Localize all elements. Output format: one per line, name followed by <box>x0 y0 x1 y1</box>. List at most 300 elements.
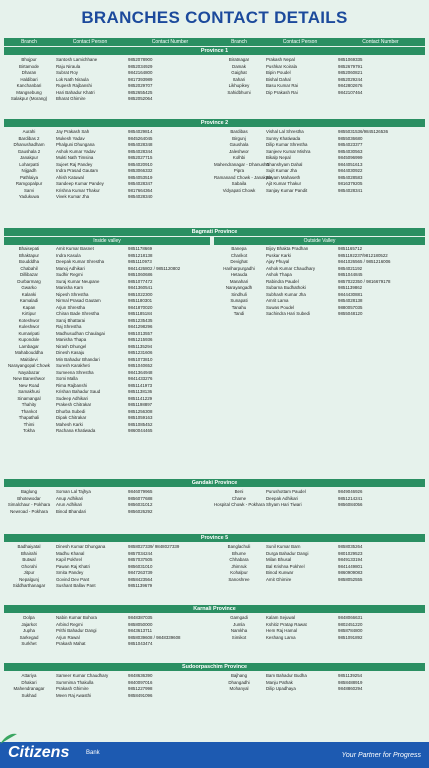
contact-person: Anup Adhikari <box>56 495 84 501</box>
contact-person: Pawan Raj Khatri <box>56 563 90 569</box>
contact-person: Arun Adhikari <box>56 502 83 507</box>
contact-person: Ajay Phuyal <box>266 259 290 264</box>
contact-number: 9854028348 <box>128 142 153 147</box>
inside-valley-header: Inside valley <box>4 237 210 245</box>
contact-person: Subhash Kumar Jha <box>266 291 306 297</box>
contact-person: Sameer Kumar Chaudhary <box>56 673 109 678</box>
table-row <box>214 577 414 584</box>
branch-name: Bardibas 2 <box>18 135 40 141</box>
brand-tagline: Your Partner for Progress <box>341 752 421 759</box>
contact-person: Arjun Rawal <box>56 634 80 640</box>
contact-number: 9851040652 <box>128 363 153 368</box>
col-contact-number: Contact Number <box>151 39 189 45</box>
table-row <box>4 641 204 648</box>
contact-person: Durga Bahadur Dangi <box>266 550 309 556</box>
table-row <box>4 96 204 103</box>
table-row <box>214 686 414 693</box>
contact-number: 9802451220 <box>338 621 363 627</box>
contact-number: 9851060686 <box>128 272 153 277</box>
contact-person: Rachana Khatiwada <box>56 428 96 433</box>
branch-name: Manahari <box>229 278 249 284</box>
sudoorpaschim-province-header: Sudoorpaschim Province <box>4 663 425 671</box>
contact-number: 9858050000 <box>128 621 153 627</box>
contact-number: 9851022300 <box>128 291 153 297</box>
contact-person: Indra Kasula <box>56 252 81 258</box>
contact-number: 9858027339/ 9848027339 <box>128 544 180 549</box>
branch-name: New Road <box>18 382 40 388</box>
contact-number: 9858488919 <box>338 679 363 685</box>
contact-person: Binod Kunwar <box>266 570 294 575</box>
branch-name: Haldibari <box>20 76 38 82</box>
col-branch: Branch <box>21 39 37 45</box>
contact-number: 9841298296 <box>128 324 153 329</box>
col-contact-person: Contact Person <box>282 39 318 45</box>
branch-name: Sanoshree <box>228 576 250 582</box>
branch-name: Narayangadh <box>225 285 253 290</box>
table-row <box>214 311 414 318</box>
contact-number: 9817393989 <box>128 76 153 82</box>
contact-number: 9849133194 <box>338 557 363 562</box>
table-row <box>214 502 414 509</box>
contact-number: 9848860294 <box>338 686 363 691</box>
contact-number: 9854020910 <box>128 161 153 167</box>
branch-name: Ramanand Chowk - Janakpur <box>214 174 273 180</box>
branch-name: Kolhbi <box>232 155 246 160</box>
contact-person: Dipak Chitrakar <box>56 415 87 420</box>
contact-number: 9801029523 <box>338 550 363 556</box>
contact-person: Dhurba Subedi <box>56 408 86 414</box>
branch-name: Yadukuwa <box>18 194 40 199</box>
contact-person: Ghanshyam Dahal <box>266 161 303 167</box>
contact-number: 9857022350 / 9816679178 <box>338 278 391 284</box>
bagmati-left-list <box>4 246 204 435</box>
contact-person: Kapil Pokhrel <box>56 557 82 562</box>
contact-person: Binod Bhandari <box>56 508 87 514</box>
contact-person: Pushkar Koirala <box>266 63 297 69</box>
branch-name: Thapathali <box>18 415 40 420</box>
sudur-left-list <box>4 673 204 699</box>
contact-number: 9855036680 <box>338 135 363 141</box>
contact-number: 9851185184 <box>128 311 153 316</box>
contact-person: Suraj Kumar Neupane <box>56 278 100 284</box>
table-row <box>4 693 204 700</box>
branch-name: Sinamangal <box>17 395 41 401</box>
contact-person: Manisha Karn <box>56 285 84 290</box>
brand-logo: Citizens <box>8 744 70 761</box>
contact-number: 9849046926 <box>338 489 363 494</box>
contact-number: 9841426802 / 9851120802 <box>128 265 181 271</box>
branch-name: Banepa <box>231 246 247 251</box>
contact-number: 9856084056 <box>338 502 363 507</box>
contact-person: Prakash Nepal <box>266 57 295 62</box>
contact-person: Arjun Shrestha <box>56 304 86 310</box>
contact-number: 9851043474 <box>128 641 153 646</box>
branch-name: Namkha <box>230 628 248 633</box>
contact-person: Deepak Kumar Shrestha <box>56 259 105 264</box>
branch-name: Pathlaiya <box>19 174 39 180</box>
contact-person: Amrit Lama <box>266 298 289 303</box>
contact-person: Prakesh Chitrakar <box>56 402 92 407</box>
table-row <box>4 194 204 201</box>
branch-name: Sarkegad <box>19 634 39 640</box>
contact-number: 9860044465 <box>128 428 153 433</box>
contact-person: Amit Ghimire <box>266 576 292 582</box>
branch-name: Mahendranagar - Dhanusha <box>214 161 269 167</box>
contact-number: 9848636390 <box>128 673 153 678</box>
contact-number: 9844051613 <box>338 161 363 167</box>
branch-name: Nepalgunj <box>19 576 39 582</box>
sudur-right-list <box>214 673 414 693</box>
p5-right-list <box>214 544 414 583</box>
contact-number: 9844430881 <box>338 291 363 297</box>
contact-person: Santosh Lamichhane <box>56 57 98 62</box>
branch-name: Sahidbhumi <box>227 89 251 95</box>
branch-name: Sukhad <box>21 692 37 698</box>
contact-person: Ajit Kumar Thakur <box>266 181 302 186</box>
branch-name: Salakpur (Morang) <box>10 96 48 101</box>
contact-person: Manju Pathak <box>266 679 293 685</box>
contact-number: 9841870020 <box>128 304 153 310</box>
page-title: BRANCHES CONTACT DETAILS <box>81 8 348 27</box>
contact-number: 9858035264 <box>338 544 363 549</box>
branch-name: Kumaripati <box>18 330 40 336</box>
contact-person: Puskar Karki <box>266 252 291 258</box>
branch-name: Koteshwor <box>18 317 40 323</box>
contact-person: Sanjay Kumar Pandit <box>266 187 308 193</box>
contact-person: Jay Prakash Sah <box>56 129 90 134</box>
p1-left-list <box>4 57 204 103</box>
branch-name: Hariharpurgadhi <box>223 265 255 271</box>
branch-name: Baglung <box>20 489 38 494</box>
branch-name: Bhume <box>232 550 246 556</box>
branch-name: Siddharthanagar <box>12 583 46 588</box>
branch-name: Ghorahi <box>21 563 37 569</box>
contact-person: Nirmal Prasad Gautam <box>56 298 101 303</box>
branch-name: Maitidevi <box>20 356 38 362</box>
branch-name: Jajarkot <box>21 621 37 627</box>
contact-number: 9852027715 <box>128 155 153 160</box>
contact-number: 9851141229 <box>128 395 153 401</box>
contact-person: Nabin Kumar Bohora <box>56 615 98 620</box>
branch-name: Vidyapati Chowk <box>222 187 256 193</box>
branch-name: Butwal <box>22 557 36 562</box>
branch-name: Biratnagar <box>228 57 250 62</box>
contact-number: 9851085452 <box>128 421 153 427</box>
contact-number: 9842802676 <box>338 83 363 88</box>
table-row <box>214 90 414 97</box>
contact-number: 9856026292 <box>128 508 153 514</box>
branch-name: Bardibas <box>230 129 248 134</box>
contact-number: 9852655425 <box>128 89 153 95</box>
contact-number: 9851139679 <box>128 583 153 588</box>
branch-name: Mahendranagar <box>13 686 45 691</box>
contact-number: 9856077688 <box>128 495 153 501</box>
contact-person: Prithi Bahadur Dangi <box>56 628 97 633</box>
branch-name: Jupha <box>23 628 35 633</box>
contact-number: 9852679791 <box>338 63 363 69</box>
branch-name: New Baneshwor <box>13 376 45 381</box>
province-1-header: Province 1 <box>4 47 425 55</box>
branch-name: Bhaisepati <box>18 246 40 251</box>
contact-number: 9841360541 <box>128 285 153 290</box>
contact-number: 9851231606 <box>128 350 153 355</box>
branch-name: Birgunj <box>232 135 246 141</box>
branch-name: Sabaila <box>231 181 247 186</box>
contact-person: Sachindra Hari Subedi <box>266 311 310 316</box>
contact-number: 9852029244 <box>338 76 363 82</box>
contact-number: 9854028138 <box>338 298 363 303</box>
branch-name: Attariya <box>21 673 37 678</box>
contact-person: Prakash Ghimire <box>56 686 89 691</box>
contact-person: Hari Bahadur Khatri <box>56 89 95 95</box>
contact-person: Sujeet Raj Pandey <box>56 161 93 167</box>
table-row <box>4 428 204 435</box>
col-branch: Branch <box>231 39 247 45</box>
contact-number: 9856031012 <box>128 502 153 507</box>
contact-number: 9853066332 <box>128 168 153 173</box>
contact-number: 9842164800 <box>128 70 153 75</box>
gandaki-province-header: Gandaki Province <box>4 479 425 487</box>
branch-name: Mohanyal <box>229 686 249 691</box>
branch-name: Gaushala <box>229 142 249 147</box>
contact-person: Sunny Khatiwada <box>266 135 301 141</box>
contact-number: 9842107464 <box>338 89 363 95</box>
contact-number: 9854053519 <box>128 174 153 180</box>
contact-number: 9851138136 <box>128 389 153 394</box>
contact-number: 9854030563 <box>338 148 363 154</box>
contact-person: Bikalp Nepal <box>266 155 291 160</box>
branch-name: Dhanushadham <box>13 142 45 147</box>
contact-number: 9841026565 / 9851216006 <box>338 259 391 264</box>
contact-person: Vishal Lal Shrestha <box>266 129 304 134</box>
table-row <box>4 509 204 516</box>
branch-name: Bhairahi <box>20 550 38 556</box>
contact-person: Meen Raj Awasthi <box>56 692 92 698</box>
branch-name: Banglachuli <box>227 544 251 549</box>
contact-number: 9840097016 <box>128 679 153 685</box>
contact-number: 9851192237/9812180522 <box>338 252 388 258</box>
footer-bar <box>0 742 429 768</box>
branch-name: Kirtipur <box>22 311 36 316</box>
branch-name: Bhaktapur <box>18 252 39 258</box>
contact-number: 9845264045 <box>128 135 153 141</box>
contact-number: 9851077472 <box>128 278 153 284</box>
contact-person: Madhusudhan Chaulagai <box>56 330 105 336</box>
branch-name: Surkhet <box>21 641 37 646</box>
branch-name: Hospital Chowk - Pokhara <box>214 502 265 507</box>
branch-name: Gamgadi <box>230 615 248 620</box>
branch-name: Thahity <box>21 402 37 407</box>
branch-name: Chabahil <box>20 265 38 271</box>
contact-person: Saroj Bhattarai <box>56 317 86 323</box>
contact-person: Soman Lal Tajhya <box>56 489 91 494</box>
contact-number: 9880057035 <box>338 304 363 310</box>
branch-name: Lambagar <box>19 343 39 349</box>
outside-valley-header: Outside Valley <box>214 237 425 245</box>
branch-name: Kuleshwor <box>18 324 40 329</box>
contact-number: 9851218138 <box>128 252 153 258</box>
contact-person: Ashok Thapa <box>266 272 292 277</box>
karnali-right-list <box>214 615 414 641</box>
contact-person: Bharat Ghimire <box>56 96 86 101</box>
contact-person: Krishan Bahadur Saud <box>56 389 101 394</box>
contact-person: Dinesh Kumar Dhungana <box>56 544 106 549</box>
contact-person: Raju Niraula <box>56 63 81 69</box>
contact-number: 9851215936 <box>128 337 153 342</box>
contact-person: Deepak Adhikari <box>266 495 298 501</box>
branch-name: Jumla <box>233 621 245 627</box>
branch-name: Dolpa <box>23 615 35 620</box>
contact-number: 9843613711 <box>128 628 153 633</box>
branch-name: Mahabouddha <box>14 350 44 355</box>
contact-number: 9854028347 <box>128 181 153 186</box>
branch-name: Sindhuli <box>231 291 247 297</box>
contact-number: 9854028341 <box>338 187 363 193</box>
contact-person: Sudeep Adhikari <box>56 395 88 401</box>
contact-number: 9851044845 <box>338 272 363 277</box>
contact-number: 9845096999 <box>338 155 363 160</box>
branch-name: Jhimruk <box>231 563 247 569</box>
contact-person: Chiran Bade Shrestha <box>56 311 100 316</box>
col-contact-number: Contact Number <box>362 39 399 45</box>
karnali-left-list <box>4 615 204 648</box>
contact-person: Krishna Kumar Thakur <box>56 187 100 193</box>
branch-name: Dhangadhi <box>228 679 250 685</box>
branch-name: Gaighat <box>231 70 247 75</box>
contact-person: Manisha Thapa <box>56 337 87 342</box>
contact-number: 9848066631 <box>338 615 363 620</box>
contact-number: 9857037505 <box>128 557 153 562</box>
branch-name: Simalchaur - Pokhara <box>7 502 51 507</box>
contact-number: 9852034929 <box>128 63 153 69</box>
contact-person: Mukesh Yadav <box>56 135 85 141</box>
contact-person: Milan Bhusal <box>266 557 292 562</box>
karnali-province-header: Karnali Province <box>4 605 425 613</box>
branch-name: Samakhusi <box>18 389 40 394</box>
contact-person: Sujit Kumar Jha <box>266 168 297 173</box>
branch-name: Nijgadh <box>21 168 37 173</box>
contact-number: 9858784800 <box>338 628 363 633</box>
contact-number: 9854029814 <box>128 129 153 134</box>
col-contact-person: Contact Person <box>72 39 108 45</box>
branch-name: Ramgopalpur <box>15 181 43 186</box>
contact-number: 9851180301 <box>128 298 153 303</box>
contact-number: 9851165712 <box>338 246 363 251</box>
contact-number: 9851235435 <box>128 317 153 323</box>
branch-name: Itahari <box>232 76 246 82</box>
contact-person: Suresh Karakheti <box>56 363 90 368</box>
branch-name: Devighat <box>230 259 248 264</box>
p1-right-list <box>214 57 414 96</box>
contact-number: 9851073810 <box>128 356 153 362</box>
contact-person: Sudhir Regmi <box>56 272 83 277</box>
contact-person: Suwas Poudel <box>266 304 295 310</box>
contact-person: Lok Nath Niraula <box>56 76 89 82</box>
contact-person: Dilip Upadhaya <box>266 686 296 691</box>
contact-person: Rupesh Rajbanshi <box>56 83 92 88</box>
contact-person: Arbind Regmi <box>56 621 83 627</box>
branch-name: Thankot <box>21 408 37 414</box>
contact-number: 9848387035 <box>128 615 153 620</box>
contact-number: 9854023377 <box>338 142 363 147</box>
contact-number: 9851135294 <box>128 343 153 349</box>
contact-number: 9816379205 <box>338 181 363 186</box>
branch-name: Kamaladi <box>19 298 39 303</box>
brand-logo-sub: Bank <box>86 750 100 756</box>
contact-person: Somi Malla <box>56 376 78 381</box>
contact-person: Summima Thakulla <box>56 679 94 685</box>
branch-name: Gaushala 2 <box>17 148 41 154</box>
contact-number: 9851013557 <box>128 330 153 336</box>
contact-person: Madhu Khanal <box>56 550 85 556</box>
branch-name: Mangsebung <box>16 89 42 95</box>
contact-person: Subrat Roy <box>56 70 78 75</box>
contact-number: 9841433276 <box>128 376 153 381</box>
contact-person: Ashok Kumar Yadav <box>56 148 96 154</box>
contact-number: 9851069335 <box>338 57 363 62</box>
branch-name: Boudddha <box>18 259 40 264</box>
branch-name: Narayangopal Chowk <box>8 363 50 368</box>
p5-left-list <box>4 544 204 590</box>
contact-person: Ashok Kumar Chaudhary <box>266 265 316 271</box>
contact-number: 9851256308 <box>128 408 153 414</box>
branch-name: Beni <box>234 489 244 494</box>
contact-person: Shyam Hari Tiwari <box>266 502 302 507</box>
contact-person: Indra Prasad Gautam <box>56 168 98 173</box>
contact-number: 9855048120 <box>338 311 363 316</box>
branch-name: Durbarmarg <box>17 278 41 284</box>
branch-name: Nayabazar <box>18 369 40 375</box>
contact-number: 9841364948 <box>128 369 153 375</box>
branch-name: Kalanki <box>21 291 37 297</box>
contact-person: Bipin Poudel <box>266 70 291 75</box>
contact-person: Sushant Ballav Pant <box>56 583 96 588</box>
contact-person: Phalguni Dhungana <box>56 142 95 147</box>
contact-number: 9852029707 <box>128 83 153 88</box>
contact-person: Sumeena Shrestha <box>56 369 94 375</box>
branch-name: Dhakari <box>21 679 37 685</box>
branch-name: Kapan <box>22 304 36 310</box>
contact-number: 9844030922 <box>338 168 363 173</box>
contact-number: 9858039608 / 9848339608 <box>128 634 181 640</box>
bagmati-province-header: Bagmati Province <box>4 228 425 236</box>
table-row <box>214 635 414 642</box>
branch-name: Janakpur <box>19 155 39 160</box>
branch-name: Kanchanbari <box>16 83 42 88</box>
contact-number: 9855031536/9845126536 <box>338 129 389 134</box>
branch-name: Simikot <box>231 634 247 640</box>
branch-name: Jaleshwor <box>229 148 249 154</box>
contact-person: Min Bahadur Bhandari <box>56 356 100 362</box>
contact-person: Sunil Kumar Barn <box>266 544 301 549</box>
contact-number: 9852052064 <box>128 96 153 101</box>
branch-name: Loharpatti <box>19 161 39 167</box>
contact-number: 9860909083 <box>338 570 363 575</box>
bagmati-right-list <box>214 246 414 318</box>
contact-number: 9854028340 <box>128 194 153 199</box>
contact-person: Kshitiz Pratap Rawat <box>266 621 307 627</box>
p2-right-list <box>214 129 414 194</box>
contact-person: Mukti Nath Timsina <box>56 155 94 160</box>
contact-number: 9857034244 <box>128 550 153 556</box>
contact-number: 9851178669 <box>128 246 153 251</box>
branch-name: Gwarko <box>21 285 37 290</box>
branch-name: Aurahi <box>22 129 36 134</box>
contact-person: Bal Krishna Pokhrel <box>266 563 305 569</box>
contact-number: 9851110973 <box>128 259 152 264</box>
branch-name: Dillibazar <box>19 272 39 277</box>
contact-person: Ahish Katuwal <box>56 174 84 180</box>
